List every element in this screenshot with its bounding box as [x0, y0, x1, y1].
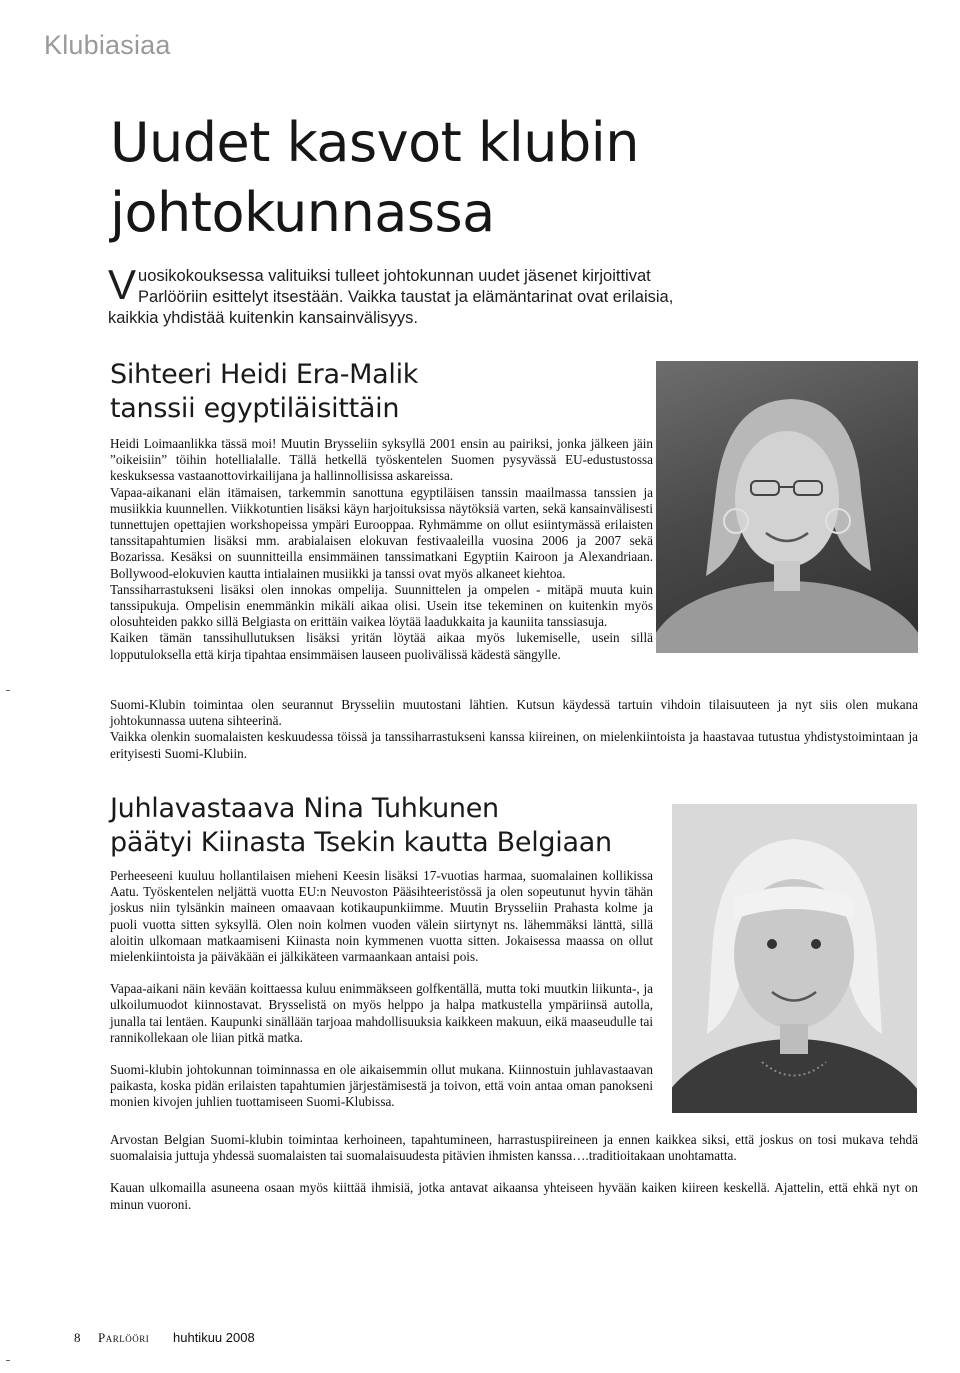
section2-heading: [110, 792, 670, 860]
article-title: [110, 108, 810, 248]
section2-heading-line2: päätyi Kiinasta Tsekin kautta Belgiaan: [110, 827, 612, 858]
section2-wide-text: [110, 1132, 918, 1213]
section1-paragraph: Kaiken tämän tanssihullutuksen lisäksi yritän löytää aikaa myös lukemiselle, usein sillä lopputuloksella että kirja tipahtaa ensimmäisen lauseen puolivälissä kädestä sängylle.: [110, 630, 653, 662]
magazine-name: Parlööri: [98, 1330, 150, 1345]
section2-paragraph: Vapaa-aikani näin kevään koittaessa kuluu enimmäkseen golfkentällä, mutta toki muutkin liikunta-, ja ulkoilumuodot kiinnostavat. Brysselistä on myös helppo ja halpa matkustella ympäriinsä autolla, junalla tai lentäen. Kaupunki sinällään tarjoaa mahdollisuuksia kaikkeen makuun, eikä maaseudulle tai rannikollekaan ole liian pitkä matka.: [110, 981, 653, 1045]
issue-date: huhtikuu 2008: [173, 1330, 255, 1345]
section2-paragraph: Perheeseeni kuuluu hollantilaisen mieheni Keesin lisäksi 17-vuotias harmaa, suomalainen kollikissa Aatu. Työskentelen neljättä vuotta EU:n Neuvoston Pääsihteeristössä ja olen sopeutunut hyvin tähän joskus niin tylsänkin maineen omaavaan kotikaupunkiimme. Muutin Brysseliin Prahasta kolme ja puoli vuotta sitten syksyllä. Olen noin kolmen vuoden välein siirtynyt ns. lähemmäksi länttä, sillä aloitin ulkomaan matkaamiseni Kiinasta noin kymmenen vuotta sitten. Jokaisessa maassa on ollut mielenkiintoista ja päiväkään ei jälkikäteen varmaankaan antaisi pois.: [110, 868, 653, 965]
lead-text: uosikokouksessa valituiksi tulleet johtokunnan uudet jäsenet kirjoittivat Parlööriin esittelyt itsestään. Vaikka taustat ja elämäntarinat ovat erilaisia, kaikkia yhdistää kuitenkin kansainvälisyys.: [108, 267, 674, 327]
section1-heading-line1: Sihteeri Heidi Era-Malik: [110, 359, 419, 390]
photo-heidi: [656, 361, 918, 653]
section1-paragraph: Heidi Loimaanlikka tässä moi! Muutin Brysseliin syksyllä 2001 ensin au pairiksi, jonka jälkeen jäin ”oikeisiin” töihin hotellialalle. Tällä hetkellä työskentelen Suomen pysyvässä EU-edustustossa keskuksessa vastaanottovirkailijana ja hallinnollisissa askareissa.: [110, 436, 653, 484]
article-lead: [108, 261, 688, 329]
photo-nina: [672, 804, 917, 1113]
portrait-photo-icon: [656, 361, 918, 653]
section2-paragraph: Kauan ulkomailla asuneena osaan myös kiittää ihmisiä, jotka antavat aikaansa yhteiseen hyvään kaiken kiireen keskellä. Ajattelin, että ehkä nyt on minun vuoroni.: [110, 1180, 918, 1212]
section1-wide-text: [110, 697, 918, 762]
crop-mark: [6, 1360, 10, 1361]
section1-heading: [110, 358, 670, 426]
section2-heading-line1: Juhlavastaava Nina Tuhkunen: [110, 793, 499, 824]
section1-paragraph: Suomi-Klubin toimintaa olen seurannut Brysseliin muutostani lähtien. Kutsun käydessä tartuin vihdoin tilaisuuteen ja nyt siis olen mukana johtokunnassa uutena sihteerinä.: [110, 697, 918, 729]
section2-paragraph: Arvostan Belgian Suomi-klubin toimintaa kerhoineen, tapahtumineen, harrastuspiireineen ja ennen kaikkea siksi, että joskus on tosi mukava tehdä suomalaisia juttuja yhdessä suomalaisten tai suomalaisuudesta pitävien ihmisten kanssa….traditioitakaan unohtamatta.: [110, 1132, 918, 1164]
crop-mark: [6, 690, 10, 691]
section1-narrow-text: [110, 436, 653, 663]
section1-paragraph: Vapaa-aikanani elän itämaisen, tarkemmin sanottuna egyptiläisen tanssin maailmassa tanssien ja musiikkia kuunnellen. Viikkotuntien lisäksi käyn harjoituksissa näytöksiä varten, sekä kansainvälisesti tunnettujen opettajien workshopeissa ympäri Eurooppaa. Ryhmämme on ollut esiintymässä erilaisten tanssitapahtumien lisäksi mm. arabialaisen elokuvan festivaaleilla vuosina 2006 ja 2007 sekä Bozarissa. Kesäksi on suunnitteilla ensimmäinen tanssimatkani Egyptiin Kairoon ja Alexandriaan. Bollywood-elokuvien kautta intialainen musiikki ja tanssi ovat myös alkaneet kiehtoa.: [110, 484, 653, 581]
section1-paragraph: Vaikka olenkin suomalaisten keskuudessa töissä ja tanssiharrastukseni kanssa kiireinen, on mielenkiintoista ja haastavaa tutustua yhdistystoimintaan ja erityisesti Suomi-Klubiin.: [110, 729, 918, 761]
section1-heading-line2: tanssii egyptiläisittäin: [110, 393, 400, 424]
article-title-line1: Uudet kasvot klubin: [110, 111, 639, 174]
section2-narrow-text: [110, 868, 653, 1111]
lead-dropcap: V: [108, 261, 137, 308]
portrait-photo-icon: [672, 804, 917, 1113]
page-number: 8: [74, 1330, 81, 1345]
section2-paragraph: Suomi-klubin johtokunnan toiminnassa en ole aikaisemmin ollut mukana. Kiinnostuin juhlavastaavan paikasta, koska pidän erilaisten tapahtumien järjestämisestä ja toivon, että voin antaa oman panokseni monien kivojen juhlien tuottamiseen Suomi-Klubissa.: [110, 1062, 653, 1110]
article-title-line2: johtokunnassa: [110, 181, 495, 244]
section1-paragraph: Tanssiharrastukseni lisäksi olen innokas ompelija. Suunnittelen ja ompelen - mitäpä muuta kuin tanssipukuja. Ompelisin enemmänkin mikäli aikaa olisi. Usein itse tekeminen on kuitenkin myös olosuhteiden pakko sillä Belgiasta on erittäin vaikea löytää laadukkaita ja kauniita tanssiasuja.: [110, 581, 653, 630]
section-label: Klubiasiaa: [44, 30, 171, 60]
